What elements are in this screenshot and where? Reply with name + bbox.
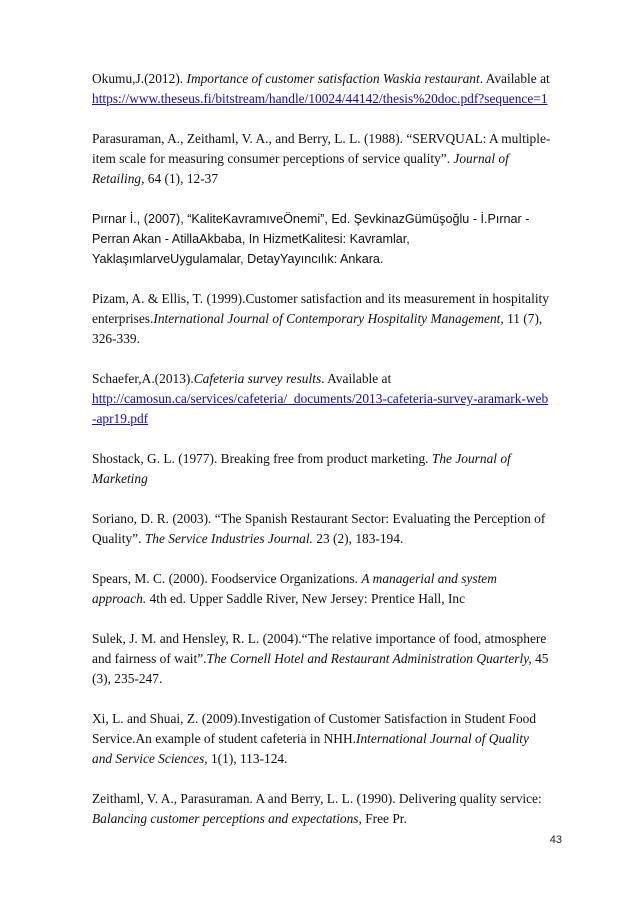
reference-link[interactable]: https://www.theseus.fi/bitstream/handle/10024/44142/thesis%20doc.pdf?sequence=1	[92, 91, 548, 106]
reference-journal: The Service Industries Journal.	[144, 531, 313, 546]
reference-spears	[92, 569, 552, 609]
reference-text: Shostack, G. L. (1977). Breaking free from product marketing.	[92, 451, 432, 466]
reference-xi	[92, 709, 552, 769]
reference-text: Spears, M. C. (2000). Foodservice Organizations.	[92, 571, 362, 586]
reference-text: Schaefer,A.(2013).	[92, 371, 194, 386]
reference-journal: International Journal of Quality and Service Sciences	[92, 731, 529, 766]
reference-pirnar	[92, 209, 552, 269]
reference-text: Pizam, A. & Ellis, T. (1999).Customer satisfaction and its measurement in hospitality enterprises.	[92, 291, 549, 326]
reference-text: Xi, L. and Shuai, Z. (2009).Investigation of Customer Satisfaction in Student Food Service.An example of student cafeteria in NHH.	[92, 711, 537, 746]
reference-pizam	[92, 289, 552, 349]
reference-text: Parasuraman, A., Zeithaml, V. A., and Berry, L. L. (1988). “SERVQUAL: A multiple-item scale for measuring consumer perceptions of service quality”.	[92, 131, 551, 166]
reference-tail: 4th ed. Upper Saddle River, New Jersey: Prentice Hall, Inc	[146, 591, 466, 606]
reference-journal: Balancing customer perceptions and expectations	[92, 811, 359, 826]
reference-tail: 23 (2), 183-194.	[312, 531, 404, 546]
reference-okumu	[92, 69, 552, 109]
page-number: 43	[549, 834, 562, 846]
reference-soriano	[92, 509, 552, 549]
reference-journal: The Journal of Marketing	[92, 451, 511, 486]
reference-journal: Journal of Retailing	[92, 151, 509, 186]
reference-text: . Available at	[321, 371, 392, 386]
reference-text: . Available at	[479, 71, 550, 86]
reference-text: Zeithaml, V. A., Parasuraman. A and Berry, L. L. (1990). Delivering quality service:	[92, 791, 542, 806]
reference-shostack	[92, 449, 552, 489]
reference-text: Soriano, D. R. (2003). “The Spanish Restaurant Sector: Evaluating the Perception of Quality”.	[92, 511, 546, 546]
reference-title: Importance of customer satisfaction Waskia restaurant	[186, 71, 480, 86]
reference-list	[92, 69, 552, 849]
reference-zeithaml	[92, 789, 552, 829]
reference-tail: 11 (7), 326-339.	[92, 311, 543, 346]
reference-schaefer	[92, 369, 552, 429]
reference-text: Pırnar İ., (2007), “KaliteKavramıveÖnemi”, Ed. ŞevkinazGümüşoğlu - İ.Pırnar - Perran Akan - AtillaAkbaba, In HizmetKalitesi: Kavramlar, YaklaşımlarveUygulamalar, DetayYayıncılık: Ankara.	[92, 212, 530, 266]
reference-parasuraman	[92, 129, 552, 189]
reference-tail: , Free Pr.	[358, 811, 407, 826]
reference-text: Okumu,J.(2012).	[92, 71, 187, 86]
reference-sulek	[92, 629, 552, 689]
reference-journal: The Cornell Hotel and Restaurant Administration Quarterly,	[206, 651, 532, 666]
reference-link[interactable]: http://camosun.ca/services/cafeteria/_documents/2013-cafeteria-survey-aramark-web-apr19.pdf	[92, 391, 549, 426]
reference-tail: , 64 (1), 12-37	[141, 171, 219, 186]
reference-text: Sulek, J. M. and Hensley, R. L. (2004).“The relative importance of food, atmosphere and fairness of wait”.	[92, 631, 547, 666]
reference-title: Cafeteria survey results	[193, 371, 322, 386]
reference-tail: , 1(1), 113-124.	[204, 751, 288, 766]
reference-tail: 45 (3), 235-247.	[92, 651, 549, 686]
reference-journal: A managerial and system approach.	[92, 571, 497, 606]
reference-journal: International Journal of Contemporary Hospitality Management,	[153, 311, 504, 326]
